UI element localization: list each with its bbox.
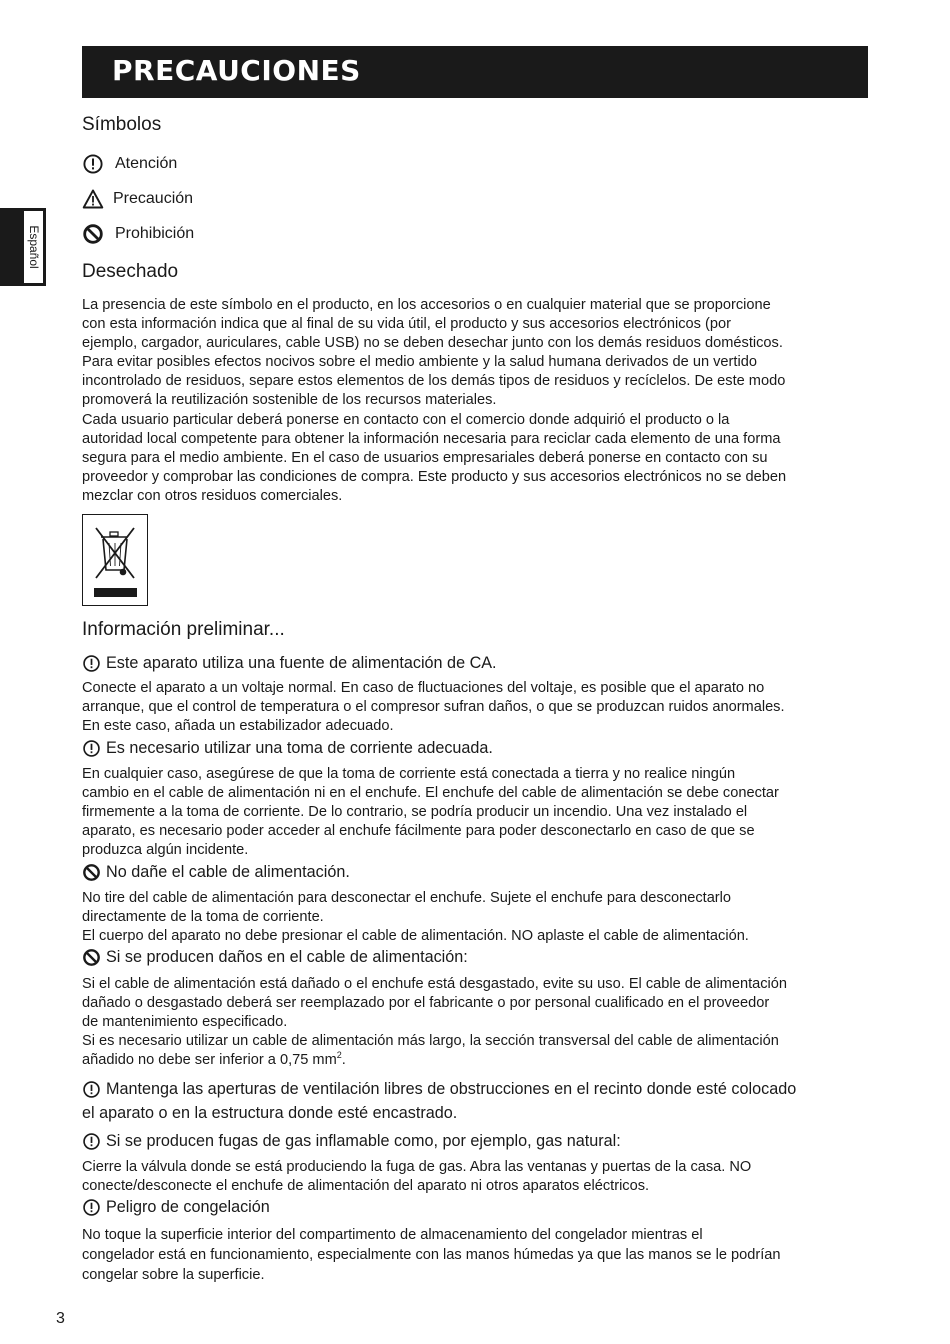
paragraph-ac-power — [82, 679, 872, 736]
text-line: firmemente a la toma de corriente. De lo contrario, se podría producir un incendio. Una vez instalado el — [82, 804, 748, 821]
text-line: segura para el medio ambiente. En el caso de usuarios empresariales deberá ponerse en contacto con su — [82, 449, 768, 466]
prohibition-icon — [82, 948, 101, 967]
notice-title-continued: el aparato o en la estructura donde esté encastrado. — [82, 1104, 458, 1122]
paragraph-outlet — [82, 765, 872, 860]
text-line: aparato, es necesario poder acceder al enchufe fácilmente para poder desconectarlo en caso de que se — [82, 823, 755, 840]
text-line: congelar sobre la superficie. — [82, 1267, 265, 1283]
text-line: Si es necesario utilizar un cable de alimentación más largo, la sección transversal del cable de alimentación — [82, 1033, 779, 1050]
disposal-paragraph — [82, 296, 872, 506]
text-line: dañado o desgastado deberá ser reemplazado por el fabricante o por personal cualificado en el proveedor — [82, 995, 770, 1012]
text-line: Cierre la válvula donde se está produciendo la fuga de gas. Abra las ventanas y puertas de la casa. NO — [82, 1159, 752, 1175]
attention-icon — [82, 654, 101, 673]
text-line: Cada usuario particular deberá ponerse en contacto con el comercio donde adquirió el producto o la — [82, 411, 730, 428]
text-line: con esta información indica que al final de su vida útil, el producto y sus accesorios electrónicos (por — [82, 316, 731, 333]
text-line: produzca algún incidente. — [82, 842, 249, 859]
symbols-heading: Símbolos — [82, 114, 162, 135]
text-line: Si el cable de alimentación está dañado o el enchufe está desgastado, evite su uso. El cable de alimentación — [82, 976, 788, 992]
text-line: de mantenimiento especificado. — [82, 1014, 288, 1031]
notice-ventilation — [82, 1078, 796, 1102]
text-line: directamente de la toma de corriente. — [82, 909, 324, 926]
header-banner — [82, 46, 868, 98]
paragraph-gas-leak — [82, 1158, 872, 1196]
notice-title: Peligro de congelación — [106, 1198, 270, 1216]
notice-damaged-cable — [82, 946, 468, 969]
prohibition-icon — [82, 863, 101, 882]
text-line: En este caso, añada un estabilizador adecuado. — [82, 718, 394, 735]
paragraph-freezing — [82, 1225, 872, 1285]
text-fragment: añadido no debe ser inferior a 0,75 mm — [82, 1052, 337, 1069]
text-line: cambio en el cable de alimentación ni en el enchufe. El enchufe del cable de alimentación se debe conectar — [82, 785, 779, 802]
symbol-row-prohibition — [82, 222, 194, 246]
caution-triangle-icon — [82, 188, 104, 210]
text-line: autoridad local competente para obtener la información necesaria para reciclar cada elemento de una forma — [82, 430, 781, 447]
symbol-label-attention: Atención — [115, 155, 178, 172]
notice-title: No dañe el cable de alimentación. — [106, 863, 350, 881]
text-line: La presencia de este símbolo en el producto, en los accesorios o en cualquier material que se proporcione — [82, 297, 771, 313]
superscript: 2 — [336, 1050, 342, 1061]
paragraph-cable-damage — [82, 889, 872, 946]
prohibition-icon — [82, 223, 104, 245]
crossed-out-wheelie-bin-icon — [83, 515, 147, 605]
weee-symbol-box — [82, 514, 148, 606]
attention-icon — [82, 153, 104, 175]
notice-title: Si se producen fugas de gas inflamable como, por ejemplo, gas natural: — [106, 1132, 621, 1150]
notice-title: Mantenga las aperturas de ventilación libres de obstrucciones en el recinto donde esté colocado — [106, 1080, 797, 1098]
text-line: ejemplo, cargador, auriculares, cable USB) no se deben desechar junto con los demás residuos domésticos. — [82, 335, 783, 352]
text-line: proveedor y comprobar las condiciones de compra. Este producto y sus accesorios electrónicos no se deben — [82, 468, 787, 485]
disposal-heading: Desechado — [82, 261, 179, 282]
notice-title: Si se producen daños en el cable de alimentación: — [106, 948, 468, 966]
symbol-label-caution: Precaución — [113, 190, 194, 207]
notice-gas-leak — [82, 1130, 621, 1153]
language-tab-label: Español — [26, 225, 41, 269]
text-line: Para evitar posibles efectos nocivos sobre el medio ambiente y la salud humana derivados de un vertido — [82, 354, 757, 371]
text-line: No tire del cable de alimentación para desconectar el enchufe. Sujete el enchufe para desconectarlo — [82, 890, 732, 906]
text-line: conecte/desconecte el enchufe de alimentación del aparato ni otros aparatos eléctricos. — [82, 1178, 650, 1195]
attention-icon — [82, 1198, 101, 1217]
notice-title: Este aparato utiliza una fuente de alimentación de CA. — [106, 654, 497, 672]
text-line: No toque la superficie interior del compartimento de almacenamiento del congelador mientras el — [82, 1227, 703, 1243]
paragraph-damaged-cable — [82, 975, 872, 1070]
text-line: arranque, que el control de temperatura o el compresor sufran daños, o que se produzcan ruidos anormales. — [82, 699, 785, 716]
page-title: PRECAUCIONES — [112, 54, 361, 87]
text-line: En cualquier caso, asegúrese de que la toma de corriente está conectada a tierra y no realice ningún — [82, 766, 736, 782]
symbol-label-prohibition: Prohibición — [115, 225, 195, 242]
page-number: 3 — [56, 1310, 65, 1327]
notice-ac-power — [82, 652, 497, 675]
attention-icon — [82, 739, 101, 758]
text-line: promoverá la reutilización sostenible de los recursos materiales. — [82, 392, 497, 409]
symbol-row-caution — [82, 187, 193, 211]
notice-freezing — [82, 1196, 270, 1219]
notice-title: Es necesario utilizar una toma de corriente adecuada. — [106, 739, 493, 757]
preliminary-heading: Información preliminar... — [82, 619, 285, 640]
notice-ventilation-continued — [82, 1102, 457, 1126]
notice-cable-damage — [82, 861, 350, 884]
text-line: El cuerpo del aparato no debe presionar el cable de alimentación. NO aplaste el cable de alimentación. — [82, 928, 749, 945]
attention-icon — [82, 1132, 101, 1151]
language-side-tab — [0, 208, 46, 286]
text-fragment: . — [341, 1052, 346, 1069]
attention-icon — [82, 1080, 101, 1099]
symbol-row-attention — [82, 152, 177, 176]
text-line: Conecte el aparato a un voltaje normal. En caso de fluctuaciones del voltaje, es posible que el aparato no — [82, 680, 765, 696]
text-line: mezclar con otros residuos comerciales. — [82, 487, 343, 504]
notice-outlet — [82, 737, 493, 760]
text-line: incontrolado de residuos, separe estos elementos de los demás tipos de residuos y recíclelos. De este modo — [82, 373, 786, 390]
language-tab-label-box — [23, 211, 43, 283]
text-line: congelador está en funcionamiento, especialmente con las manos húmedas ya que las manos se le podrían — [82, 1247, 781, 1263]
text-line-with-superscript — [82, 1051, 872, 1070]
